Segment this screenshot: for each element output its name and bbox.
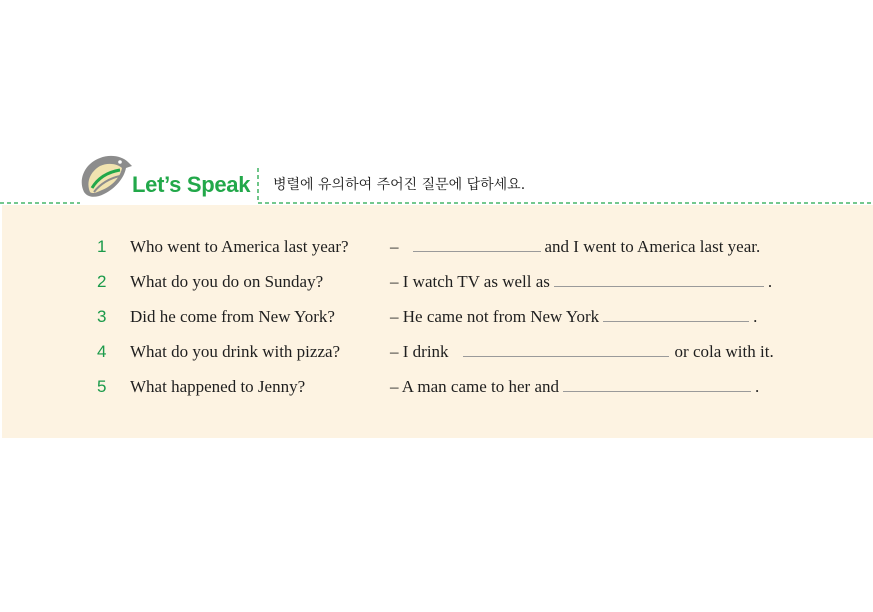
answer-line [390, 307, 757, 327]
answer-suffix: or cola with it. [674, 342, 774, 361]
question-text: Who went to America last year? [130, 237, 349, 256]
section-header [0, 150, 873, 206]
exercise-item [2, 237, 873, 263]
exercise-item [2, 342, 873, 368]
speech-bird-icon [76, 152, 134, 202]
exercise-item [2, 307, 873, 333]
answer-suffix: . [767, 272, 773, 291]
answer-blank[interactable] [554, 272, 764, 287]
answer-prefix: – I watch TV as well as [390, 272, 550, 291]
answer-suffix: . [753, 307, 758, 326]
question-text: What happened to Jenny? [130, 377, 306, 396]
answer-blank[interactable] [463, 342, 669, 357]
item-number: 5 [97, 377, 107, 396]
answer-line [390, 272, 772, 292]
exercise-panel [2, 205, 873, 438]
answer-prefix: – I drink [390, 342, 449, 361]
item-number: 2 [97, 272, 107, 291]
answer-suffix: . [755, 377, 760, 396]
item-number: 3 [97, 307, 107, 326]
question-text: Did he come from New York? [130, 307, 335, 326]
answer-blank[interactable] [603, 307, 749, 322]
answer-prefix: – He came not from New York [390, 307, 600, 326]
instruction-text: 병렬에 유의하여 주어진 질문에 답하세요. [273, 177, 526, 193]
answer-line [390, 377, 759, 397]
answer-line [390, 342, 774, 362]
answer-blank[interactable] [413, 237, 541, 252]
question-text: What do you drink with pizza? [130, 342, 341, 361]
item-number: 4 [97, 342, 107, 361]
exercise-item [2, 377, 873, 403]
answer-prefix: – [390, 237, 399, 256]
item-number: 1 [97, 237, 107, 256]
answer-line [390, 237, 760, 257]
answer-prefix: – A man came to her and [390, 377, 560, 396]
answer-blank[interactable] [563, 377, 751, 392]
question-text: What do you do on Sunday? [130, 272, 324, 291]
exercise-item [2, 272, 873, 298]
answer-suffix: and I went to America last year. [544, 237, 761, 256]
section-title: Let’s Speak [132, 172, 251, 197]
